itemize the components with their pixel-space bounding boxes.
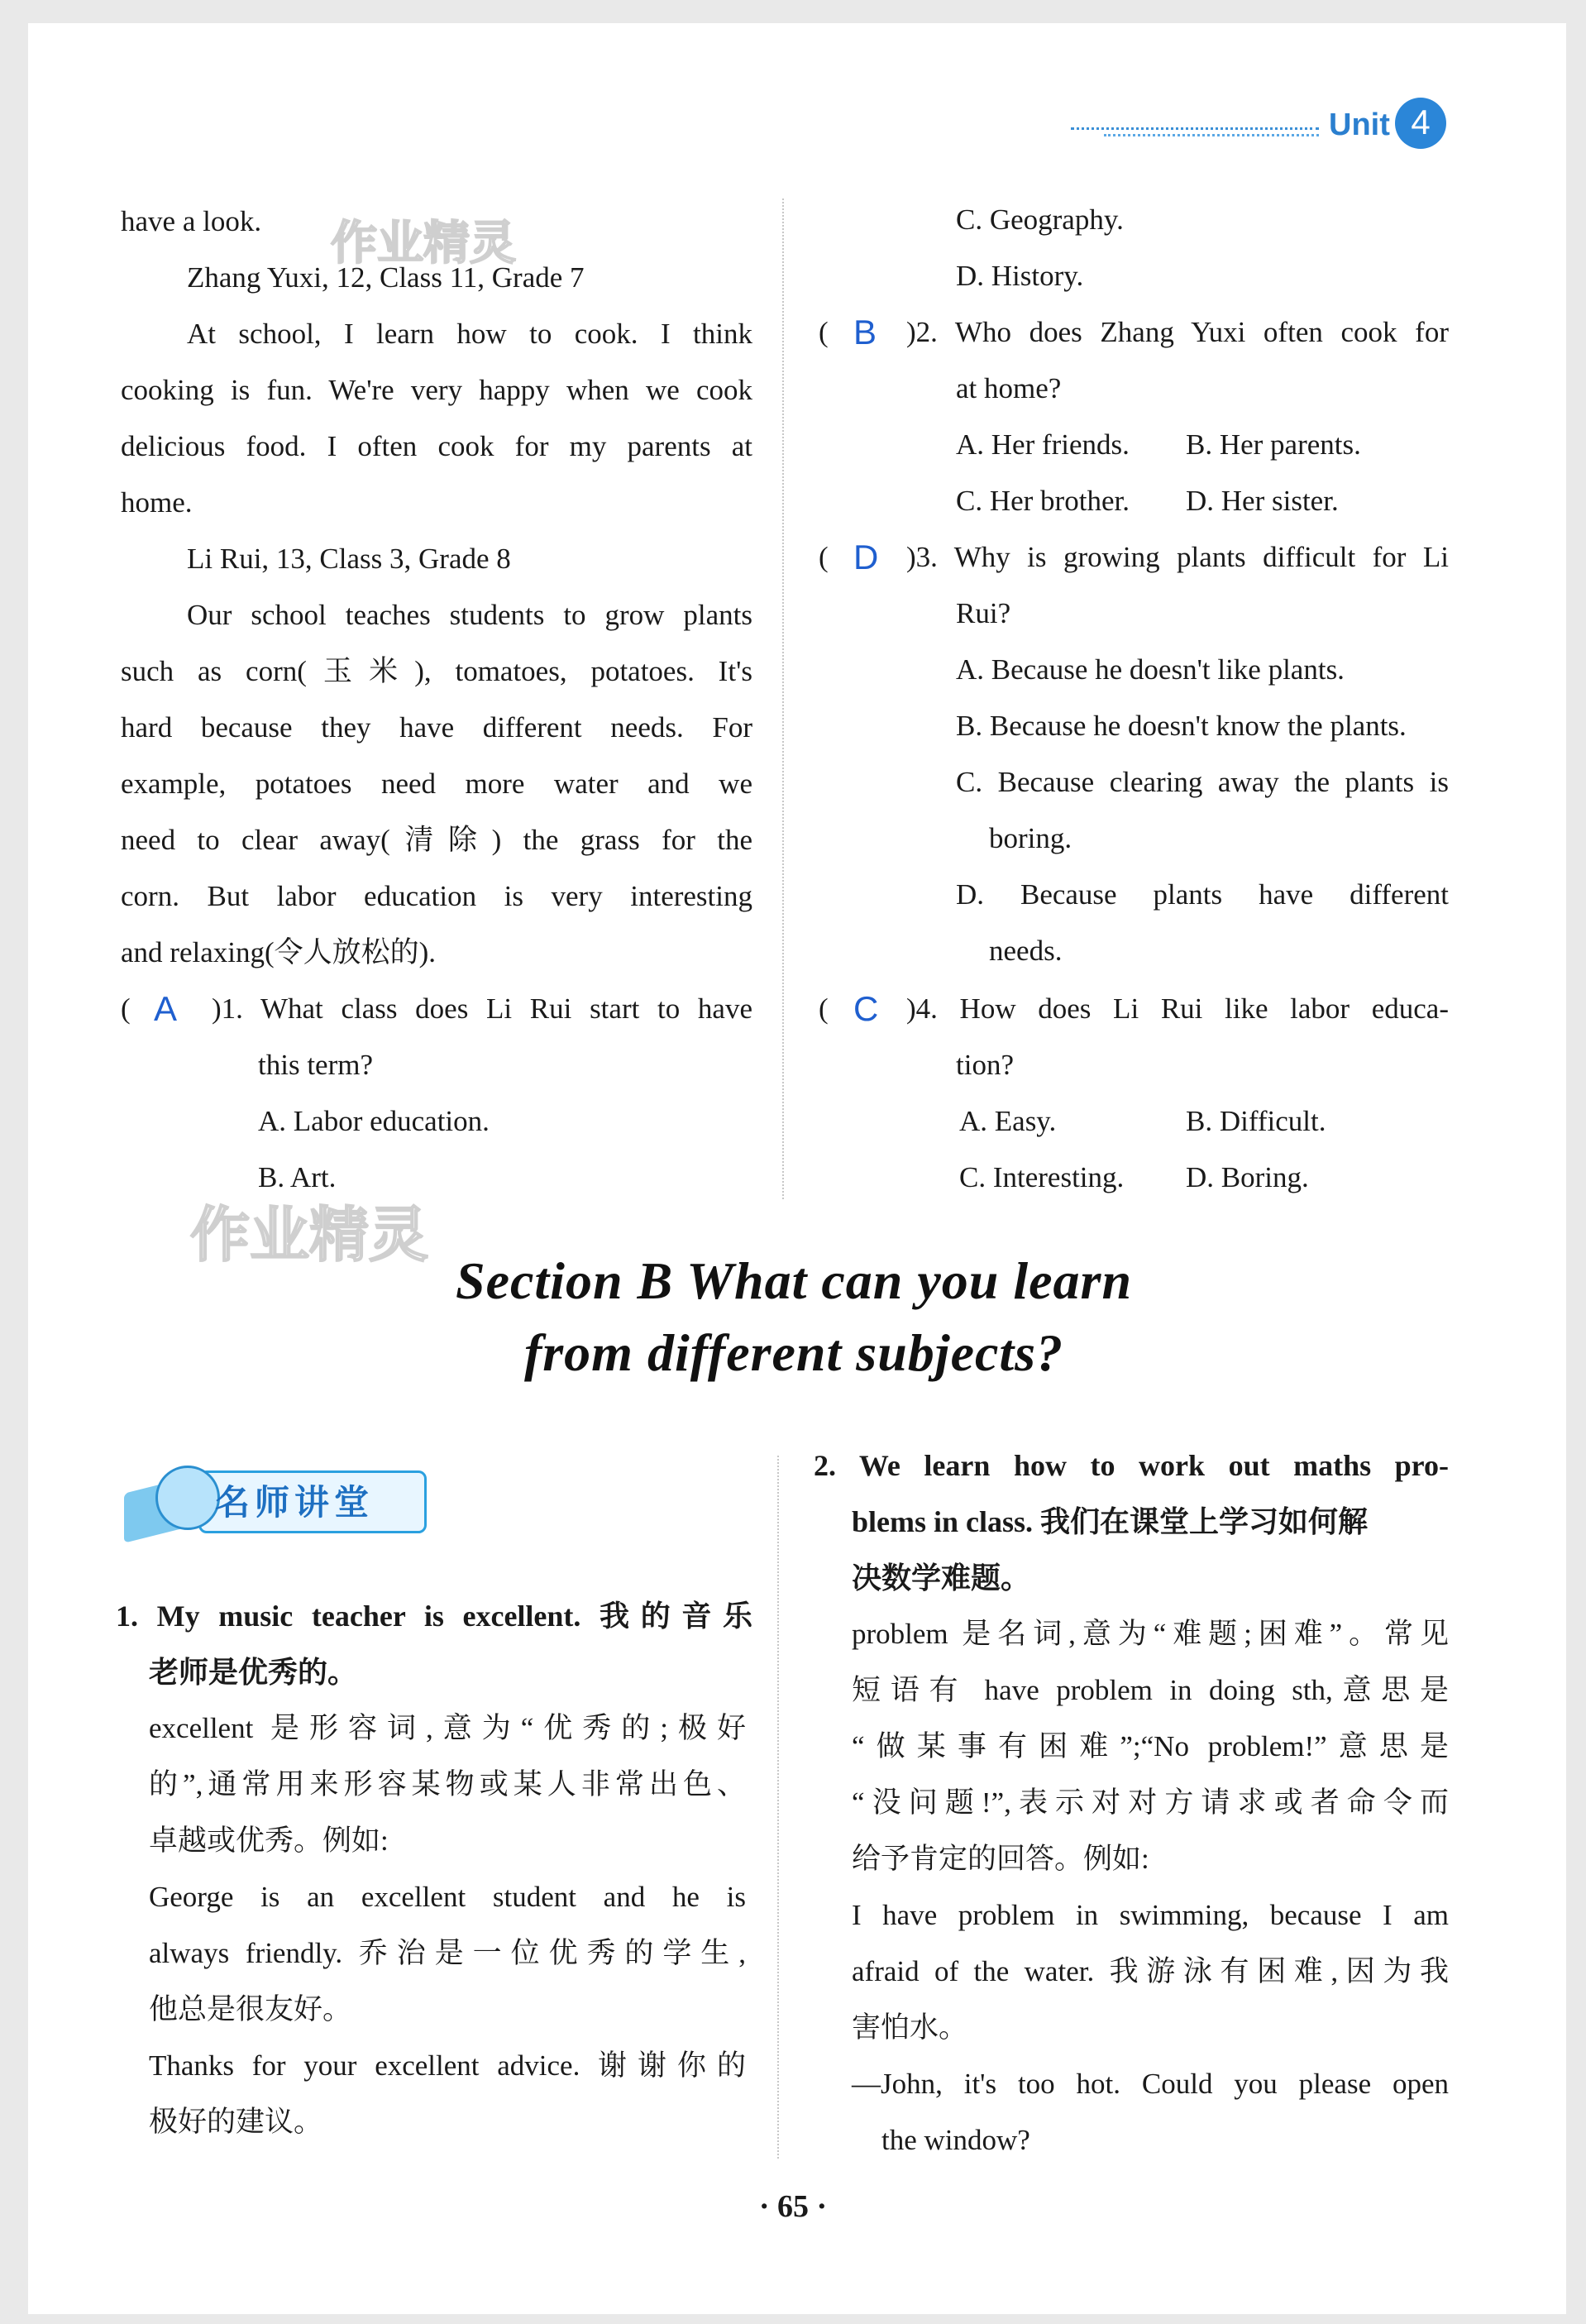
unit-label: Unit	[1329, 108, 1390, 142]
section-title-line-2: from different subjects?	[523, 1323, 1064, 1382]
note-1-example: George is an excellent student and he is	[149, 1881, 746, 1913]
watermark: 作业精灵	[331, 217, 516, 270]
reading-line: hard because they have different needs. For	[121, 711, 752, 744]
note-2-example: 害怕水。	[852, 2011, 968, 2044]
note-1-title: 1. My music teacher is excellent. 我的音乐	[116, 1600, 752, 1633]
question-3-option-d-cont: needs.	[989, 935, 1063, 967]
watermark: 作业精灵	[190, 1200, 429, 1270]
note-2-title-cont: blems in class. 我们在课堂上学习如何解	[852, 1505, 1369, 1538]
note-1-example: Thanks for your excellent advice. 谢谢你的	[149, 2049, 746, 2082]
note-2-title-cont: 决数学难题。	[852, 1561, 1031, 1595]
question-1-option-a: A. Labor education.	[258, 1105, 490, 1137]
reading-heading-li: Li Rui, 13, Class 3, Grade 8	[187, 543, 511, 575]
reading-line: need to clear away(清除) the grass for the	[121, 824, 752, 856]
reading-line: cooking is fun. We're very happy when we cook	[121, 374, 752, 406]
question-4-answer: C	[853, 989, 879, 1028]
question-3-option-c-cont: boring.	[989, 822, 1072, 854]
page-number: · 65 ·	[758, 2189, 828, 2224]
section-title-line-1: Section B What can you learn	[455, 1251, 1133, 1310]
disc-icon	[155, 1466, 220, 1530]
note-1-example: 他总是很友好。	[149, 1993, 352, 2025]
unit-header	[1071, 98, 1451, 147]
badge-label: 名师讲堂	[215, 1482, 375, 1523]
question-4-stem: )4. How does Li Rui like labor educa-	[906, 992, 1449, 1025]
reading-heading-zhang: Zhang Yuxi, 12, Class 11, Grade 7	[187, 261, 585, 294]
header-rule	[1071, 127, 1319, 130]
question-2-answer: B	[853, 313, 877, 351]
question-2-option-b: B. Her parents.	[1186, 428, 1361, 461]
question-2-stem-cont: at home?	[956, 372, 1062, 404]
question-3-option-d: D. Because plants have different	[956, 878, 1449, 911]
question-3-answer: D	[853, 538, 879, 576]
question-3-stem-cont: Rui?	[956, 597, 1011, 629]
reading-line: corn. But labor education is very interesting	[121, 880, 752, 912]
header-rule-2	[1104, 134, 1319, 136]
reading-line: At school, I learn how to cook. I think	[187, 318, 752, 350]
reading-line: delicious food. I often cook for my parents at	[121, 430, 752, 462]
question-1-bracket: (	[121, 992, 131, 1025]
question-1-stem-cont: this term?	[258, 1049, 373, 1081]
question-4-option-b: B. Difficult.	[1186, 1105, 1326, 1137]
note-2-example: I have problem in swimming, because I am	[852, 1899, 1449, 1931]
question-3-stem: )3. Why is growing plants difficult for Li	[906, 541, 1449, 573]
reading-line: such as corn(玉米), tomatoes, potatoes. It's	[121, 655, 752, 687]
note-1-line: excellent 是形容词,意为“优秀的;极好	[149, 1712, 746, 1744]
question-2-option-d: D. Her sister.	[1186, 485, 1339, 517]
question-1-answer: A	[154, 989, 178, 1028]
column-divider	[782, 198, 784, 1199]
note-2-line: 给予肯定的回答。例如:	[852, 1843, 1149, 1875]
question-4-bracket: (	[819, 992, 829, 1025]
question-3-option-c: C. Because clearing away the plants is	[956, 766, 1449, 798]
note-2-example: —John, it's too hot. Could you please open	[852, 2068, 1449, 2100]
question-1-option-d: D. History.	[956, 260, 1084, 292]
note-1-line: 卓越或优秀。例如:	[149, 1824, 389, 1857]
question-1-option-b: B. Art.	[258, 1161, 337, 1193]
reading-line: home.	[121, 486, 193, 519]
question-1-option-c: C. Geography.	[956, 203, 1124, 236]
note-2-line: “没问题!”,表示对对方请求或者命令而	[852, 1786, 1449, 1819]
question-3-option-b: B. Because he doesn't know the plants.	[956, 710, 1407, 742]
note-2-line: “做某事有困难”;“No problem!”意思是	[852, 1730, 1449, 1762]
reading-line: have a look.	[121, 205, 262, 237]
question-4-option-c: C. Interesting.	[959, 1161, 1125, 1193]
question-4-option-a: A. Easy.	[959, 1105, 1057, 1137]
question-3-bracket: (	[819, 541, 829, 573]
reading-line: and relaxing(令人放松的).	[121, 936, 437, 968]
note-2-line: 短语有 have problem in doing sth,意思是	[852, 1674, 1449, 1706]
note-1-line: 的”,通常用来形容某物或某人非常出色、	[149, 1768, 746, 1800]
question-2-option-c: C. Her brother.	[956, 485, 1130, 517]
question-2-stem: )2. Who does Zhang Yuxi often cook for	[906, 316, 1449, 348]
teacher-lecture-badge	[124, 1466, 427, 1540]
note-2-line: problem 是名词,意为“难题;困难”。常见	[852, 1618, 1449, 1650]
question-3-option-a: A. Because he doesn't like plants.	[956, 653, 1345, 686]
note-1-example: 极好的建议。	[149, 2106, 323, 2138]
question-4-stem-cont: tion?	[956, 1049, 1014, 1081]
note-2-example: afraid of the water. 我游泳有困难,因为我	[852, 1955, 1449, 1987]
reading-line: example, potatoes need more water and we	[121, 767, 752, 800]
question-1-stem: )1. What class does Li Rui start to have	[212, 992, 752, 1025]
question-4-option-d: D. Boring.	[1186, 1161, 1309, 1193]
question-2-bracket: (	[819, 316, 829, 348]
reading-line: Our school teaches students to grow plants	[187, 599, 752, 631]
note-2-example: the window?	[881, 2124, 1030, 2156]
note-2-title: 2. We learn how to work out maths pro-	[814, 1449, 1449, 1482]
note-1-example: always friendly. 乔治是一位优秀的学生,	[149, 1937, 746, 1969]
note-1-title-cont: 老师是优秀的。	[149, 1656, 358, 1689]
unit-number-badge: 4	[1395, 98, 1446, 149]
column-divider-bottom	[777, 1456, 779, 2159]
question-2-option-a: A. Her friends.	[956, 428, 1130, 461]
